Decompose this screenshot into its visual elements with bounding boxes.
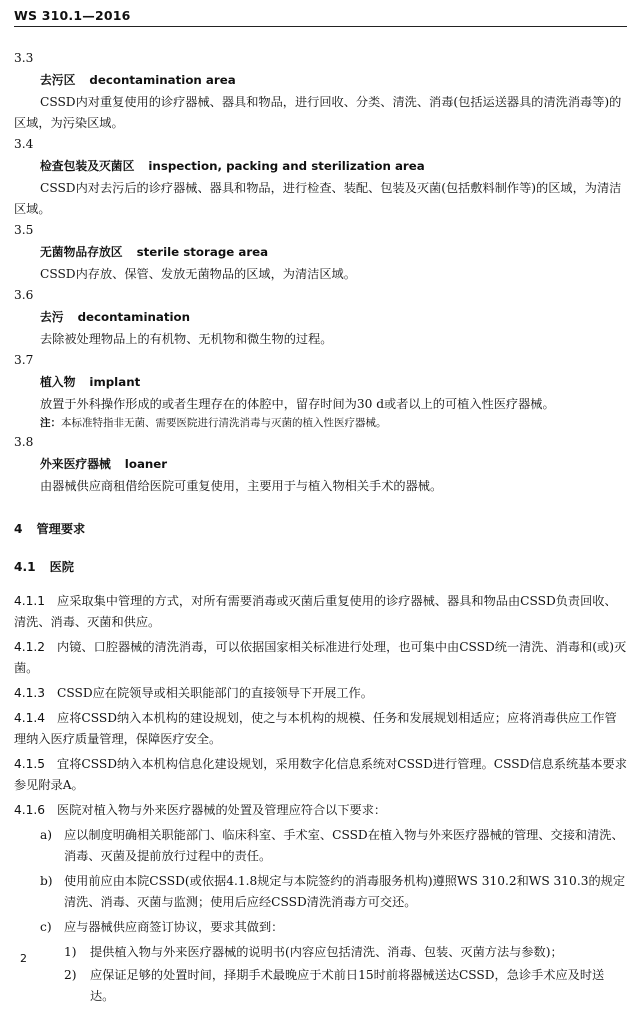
clause-list	[14, 591, 628, 1007]
term-title	[40, 454, 628, 475]
clause-text: 医院对植入物与外来医疗器械的处置及管理应符合以下要求：	[57, 803, 387, 817]
clause-4-1-3	[14, 683, 628, 704]
term-definition: 由器械供应商租借给医院可重复使用，主要用于与植入物相关手术的器械。	[40, 479, 443, 493]
chapter-number: 4	[14, 522, 23, 536]
term-title-en: loaner	[124, 457, 168, 471]
term-number: 3.7	[14, 353, 34, 367]
clause-4-1-4	[14, 708, 628, 750]
clause-number: 4.1.2	[14, 640, 46, 654]
term-number: 3.6	[14, 288, 34, 302]
clause-text: 应将CSSD纳入本机构的建设规划，使之与本机构的规模、任务和发展规划相适应；应将消毒供应工作管理纳入医疗质量管理，保障医疗安全。	[14, 711, 617, 746]
sub-item-text: 提供植入物与外来医疗器械的说明书(内容应包括清洗、消毒、包装、灭菌方法与参数)；	[90, 945, 563, 959]
term-number: 3.4	[14, 137, 34, 151]
header-rule	[14, 26, 627, 27]
term-title	[40, 156, 628, 177]
list-item-b	[14, 871, 628, 913]
term-definition: CSSD内对重复使用的诊疗器械、器具和物品，进行回收、分类、清洗、消毒(包括运送器具的清洗消毒等)的区域，为污染区域。	[14, 95, 622, 130]
term-title-cn: 检查包装及灭菌区	[40, 159, 135, 173]
section-heading	[14, 557, 628, 577]
term-title-cn: 外来医疗器械	[40, 457, 111, 471]
clause-number: 4.1.1	[14, 594, 46, 608]
term-title	[40, 307, 628, 328]
term-definition: CSSD内存放、保管、发放无菌物品的区域，为清洁区域。	[40, 267, 356, 281]
list-item-c	[14, 917, 628, 938]
clause-text: 应采取集中管理的方式，对所有需要消毒或灭菌后重复使用的诊疗器械、器具和物品由CSSD负责回收、清洗、消毒、灭菌和供应。	[14, 594, 617, 629]
term-3-5	[14, 220, 628, 285]
clause-number: 4.1.4	[14, 711, 46, 725]
term-title-en: implant	[89, 375, 141, 389]
clause-text: 内镜、口腔器械的清洗消毒，可以依据国家相关标准进行处理，也可集中由CSSD统一清洗、消毒和(或)灭菌。	[14, 640, 627, 675]
clause-number: 4.1.5	[14, 757, 46, 771]
note-label: 注：	[40, 417, 61, 429]
clause-4-1-6	[14, 800, 628, 821]
term-title	[40, 242, 628, 263]
chapter-heading	[14, 519, 628, 539]
term-definition: 去除被处理物品上的有机物、无机物和微生物的过程。	[40, 332, 333, 346]
list-item-a	[14, 825, 628, 867]
list-marker: a)	[40, 828, 53, 842]
note-text: 本标准特指非无菌、需要医院进行清洗消毒与灭菌的植入性医疗器械。	[61, 417, 387, 429]
sub-item-marker: 1)	[64, 945, 77, 959]
term-3-4	[14, 134, 628, 220]
term-title-en: decontamination	[77, 310, 191, 324]
term-3-8	[14, 432, 628, 497]
list-item-text: 应与器械供应商签订协议，要求其做到：	[64, 920, 284, 934]
document-body	[14, 48, 628, 1009]
term-title	[40, 70, 628, 91]
term-title-cn: 去污区	[40, 73, 76, 87]
term-3-7	[14, 350, 628, 432]
clause-text: 宜将CSSD纳入本机构信息化建设规划，采用数字化信息系统对CSSD进行管理。CSSD信息系统基本要求参见附录A。	[14, 757, 627, 792]
term-3-3	[14, 48, 628, 134]
term-title-cn: 去污	[40, 310, 64, 324]
sub-item-text: 应保证足够的处置时间，择期手术最晚应于术前日15时前将器械送达CSSD，急诊手术应及时送达。	[90, 968, 605, 1003]
clause-number: 4.1.6	[14, 803, 46, 817]
clause-text: CSSD应在院领导或相关职能部门的直接领导下开展工作。	[57, 686, 373, 700]
term-note	[40, 415, 628, 432]
clause-4-1-5	[14, 754, 628, 796]
term-title	[40, 372, 628, 393]
section-number: 4.1	[14, 560, 36, 574]
page-number: 2	[20, 952, 27, 965]
list-marker: c)	[40, 920, 52, 934]
page-header-standard-id: WS 310.1—2016	[14, 8, 131, 23]
term-title-en: decontamination area	[89, 73, 236, 87]
clause-4-1-2	[14, 637, 628, 679]
term-definition: CSSD内对去污后的诊疗器械、器具和物品，进行检查、装配、包装及灭菌(包括敷料制作等)的区域，为清洁区域。	[14, 181, 622, 216]
term-title-cn: 植入物	[40, 375, 76, 389]
clause-4-1-1	[14, 591, 628, 633]
sub-item-1	[14, 942, 628, 963]
term-number: 3.3	[14, 51, 34, 65]
list-item-text: 应以制度明确相关职能部门、临床科室、手术室、CSSD在植入物与外来医疗器械的管理、交接和清洗、消毒、灭菌及提前放行过程中的责任。	[64, 828, 624, 863]
term-title-en: inspection, packing and sterilization area	[148, 159, 425, 173]
sub-item-marker: 2)	[64, 968, 77, 982]
term-definition: 放置于外科操作形成的或者生理存在的体腔中，留存时间为30 d或者以上的可植入性医疗器械。	[40, 397, 555, 411]
list-marker: b)	[40, 874, 53, 888]
term-3-6	[14, 285, 628, 350]
section-title: 医院	[49, 560, 74, 574]
chapter-title: 管理要求	[36, 522, 86, 536]
term-title-cn: 无菌物品存放区	[40, 245, 123, 259]
term-number: 3.5	[14, 223, 34, 237]
term-number: 3.8	[14, 435, 34, 449]
clause-number: 4.1.3	[14, 686, 46, 700]
list-item-text: 使用前应由本院CSSD(或依据4.1.8规定与本院签约的消毒服务机构)遵照WS 310.2和WS 310.3的规定清洗、消毒、灭菌与监测；使用后应经CSSD清洗消毒方可交还。	[64, 874, 626, 909]
sub-item-2	[14, 965, 628, 1007]
term-title-en: sterile storage area	[136, 245, 269, 259]
